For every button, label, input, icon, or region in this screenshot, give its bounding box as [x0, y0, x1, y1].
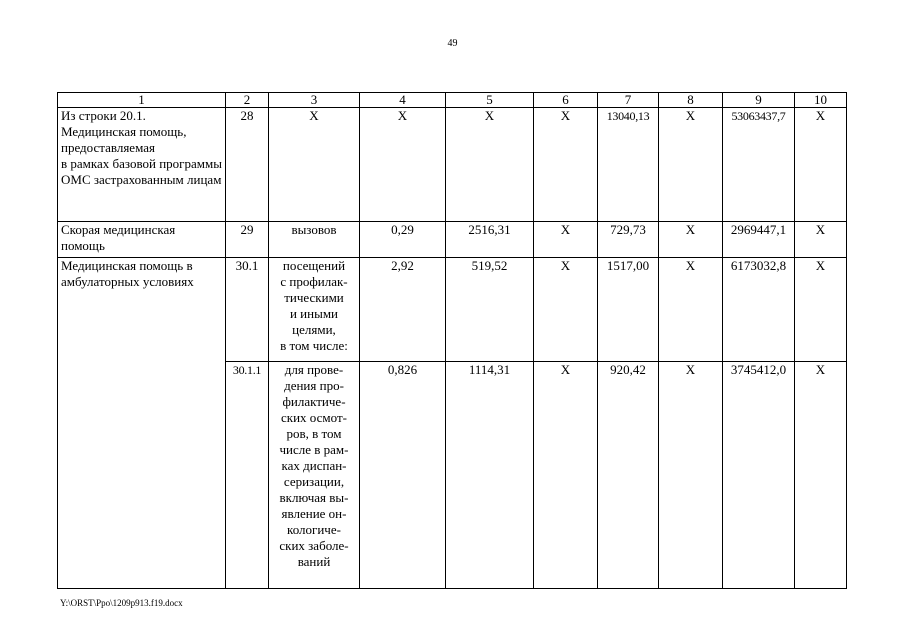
- header-cell: 1: [58, 93, 226, 108]
- header-cell: 4: [360, 93, 446, 108]
- row-code: 30.1: [226, 258, 269, 362]
- header-cell: 8: [659, 93, 723, 108]
- header-cell: 9: [723, 93, 795, 108]
- table-cell: 729,73: [598, 222, 659, 258]
- table-cell: Х: [659, 362, 723, 589]
- header-cell: 2: [226, 93, 269, 108]
- table-cell: Х: [659, 258, 723, 362]
- table-cell: Х: [534, 108, 598, 222]
- header-cell: 3: [269, 93, 360, 108]
- table-cell: Х: [795, 222, 847, 258]
- table-cell: вызовов: [269, 222, 360, 258]
- data-table: [57, 92, 847, 589]
- table-cell: Х: [795, 108, 847, 222]
- table-cell: 0,29: [360, 222, 446, 258]
- row-label: Медицинская помощь в амбулаторных условиях: [58, 258, 226, 589]
- table-cell: Х: [659, 108, 723, 222]
- table-cell: посещений с профилак- тическими и иными целями, в том числе:: [269, 258, 360, 362]
- table-cell: Х: [534, 362, 598, 589]
- table-cell: 2969447,1: [723, 222, 795, 258]
- footer-file-path: Y:\ORST\Ppo\1209p913.f19.docx: [60, 598, 183, 608]
- row-label: Из строки 20.1. Медицинская помощь, предоставляемая в рамках базовой программы ОМС застрахованным лицам: [58, 108, 226, 222]
- table-row: [58, 108, 847, 222]
- table-cell: Х: [446, 108, 534, 222]
- row-code: 28: [226, 108, 269, 222]
- header-cell: 6: [534, 93, 598, 108]
- table-cell: 53063437,7: [723, 108, 795, 222]
- table-cell: 1517,00: [598, 258, 659, 362]
- table-cell: 13040,13: [598, 108, 659, 222]
- table-cell: Х: [269, 108, 360, 222]
- table-cell: для прове- дения про- филактиче- ских осмот- ров, в том числе в рам- ках диспан- серизации, включая вы- явление он- кологиче- ских заболе- ваний: [269, 362, 360, 589]
- page-number: 49: [447, 38, 458, 49]
- table-cell: 2,92: [360, 258, 446, 362]
- table-cell: 519,52: [446, 258, 534, 362]
- row-code: 30.1.1: [226, 362, 269, 589]
- table-cell: Х: [534, 258, 598, 362]
- header-cell: 7: [598, 93, 659, 108]
- header-cell: 5: [446, 93, 534, 108]
- table-cell: Х: [659, 222, 723, 258]
- header-cell: 10: [795, 93, 847, 108]
- row-label: Скорая медицинская помощь: [58, 222, 226, 258]
- table-cell: 920,42: [598, 362, 659, 589]
- table-cell: Х: [534, 222, 598, 258]
- table-cell: 3745412,0: [723, 362, 795, 589]
- table-row: [58, 222, 847, 258]
- table-cell: 0,826: [360, 362, 446, 589]
- header-row: [58, 93, 847, 108]
- table-cell: 6173032,8: [723, 258, 795, 362]
- table-cell: 2516,31: [446, 222, 534, 258]
- table-cell: Х: [795, 362, 847, 589]
- table-cell: Х: [360, 108, 446, 222]
- table-cell: Х: [795, 258, 847, 362]
- row-code: 29: [226, 222, 269, 258]
- table-row: [58, 258, 847, 362]
- table-cell: 1114,31: [446, 362, 534, 589]
